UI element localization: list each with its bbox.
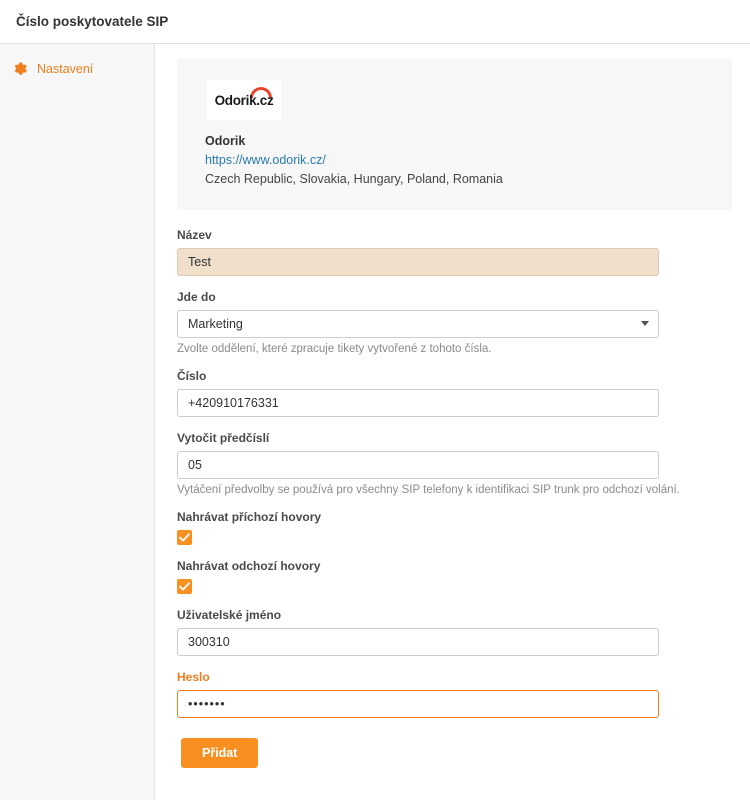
field-username bbox=[177, 608, 732, 656]
department-select[interactable] bbox=[177, 310, 659, 338]
prefix-input[interactable] bbox=[177, 451, 659, 479]
label-name: Název bbox=[177, 228, 212, 242]
department-select-value: Marketing bbox=[188, 317, 243, 331]
record-outgoing-checkbox[interactable] bbox=[177, 579, 192, 594]
provider-card bbox=[177, 58, 732, 210]
field-name bbox=[177, 228, 732, 276]
field-password bbox=[177, 670, 732, 718]
sidebar bbox=[0, 44, 155, 800]
number-input[interactable] bbox=[177, 389, 659, 417]
record-incoming-checkbox[interactable] bbox=[177, 530, 192, 545]
label-department: Jde do bbox=[177, 290, 216, 304]
name-input[interactable] bbox=[177, 248, 659, 276]
provider-countries: Czech Republic, Slovakia, Hungary, Poland, Romania bbox=[205, 172, 503, 186]
provider-name: Odorik bbox=[205, 134, 246, 148]
password-input[interactable] bbox=[177, 690, 659, 718]
gear-icon bbox=[14, 62, 28, 76]
label-username: Uživatelské jméno bbox=[177, 608, 282, 622]
window-header bbox=[0, 0, 750, 44]
page-title: Číslo poskytovatele SIP bbox=[16, 14, 169, 29]
label-prefix: Vytočit předčíslí bbox=[177, 431, 270, 445]
prefix-hint: Vytáčení předvolby se používá pro všechny SIP telefony k identifikaci SIP trunk pro odchozí volání. bbox=[177, 484, 680, 496]
provider-logo-suffix: .cz bbox=[256, 92, 274, 108]
provider-logo bbox=[207, 80, 281, 120]
provider-logo-name: Odorik bbox=[214, 92, 257, 108]
department-hint: Zvolte oddělení, které zpracuje tikety vytvořené z tohoto čísla. bbox=[177, 343, 492, 355]
main-content bbox=[155, 44, 750, 800]
label-number: Číslo bbox=[177, 369, 207, 383]
field-number bbox=[177, 369, 732, 417]
provider-logo-text bbox=[215, 93, 274, 108]
field-prefix bbox=[177, 431, 732, 496]
field-record-incoming bbox=[177, 510, 732, 545]
label-record-incoming: Nahrávat příchozí hovory bbox=[177, 510, 322, 524]
field-record-outgoing bbox=[177, 559, 732, 594]
check-icon bbox=[179, 533, 190, 542]
page-body bbox=[0, 44, 750, 800]
submit-button[interactable]: Přidat bbox=[181, 738, 258, 768]
label-record-outgoing: Nahrávat odchozí hovory bbox=[177, 559, 321, 573]
provider-url-link[interactable]: https://www.odorik.cz/ bbox=[205, 153, 326, 167]
department-select-wrap bbox=[177, 310, 659, 338]
label-password: Heslo bbox=[177, 670, 210, 684]
username-input[interactable] bbox=[177, 628, 659, 656]
check-icon bbox=[179, 582, 190, 591]
field-department bbox=[177, 290, 732, 355]
sidebar-item-label: Nastavení bbox=[37, 62, 94, 76]
sidebar-item-nastaveni[interactable] bbox=[0, 56, 154, 82]
